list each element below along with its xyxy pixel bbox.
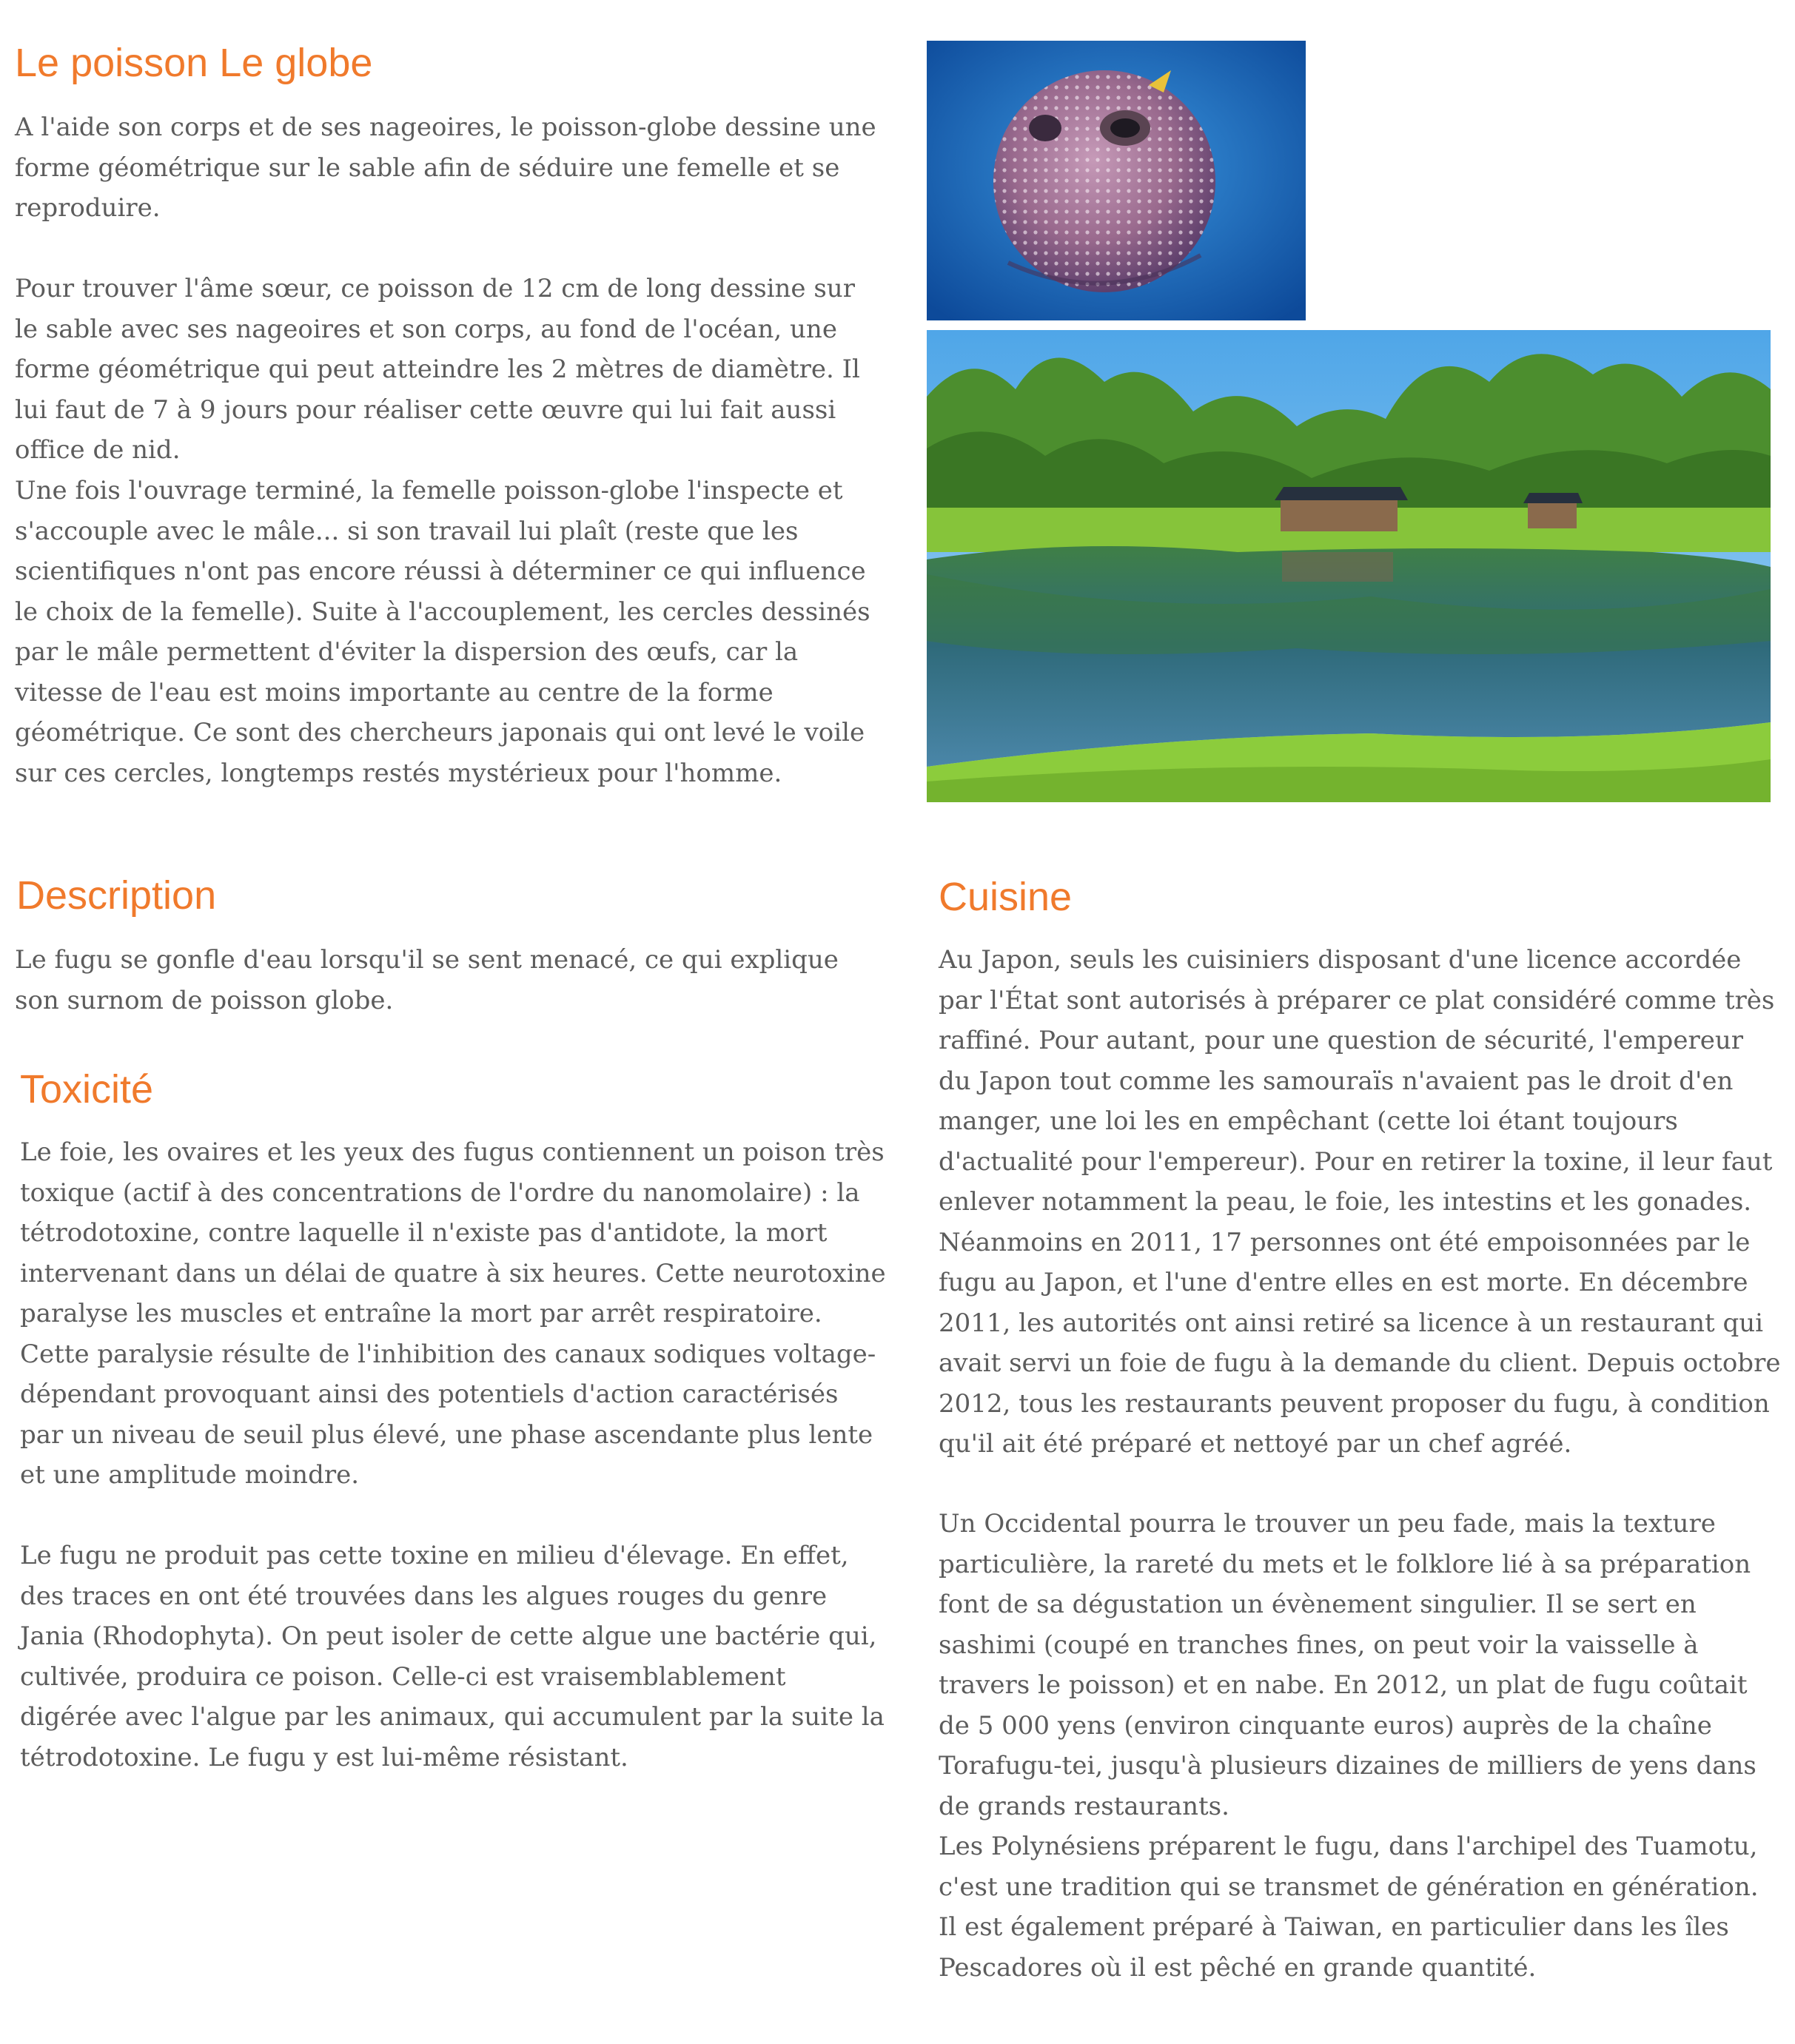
paragraph-cuisine-3: Les Polynésiens préparent le fugu, dans l'archipel des Tuamotu, c'est une tradition qui se transmet de génération en génération. Il est également préparé à Taiwan, en particulier dans les îles Pescadores où il est pêché en grande quantité. — [939, 1832, 1759, 1983]
paragraph-cuisine-1: Au Japon, seuls les cuisiniers disposant d'une licence accordée par l'État sont autorisés à préparer ce plat considéré comme très raffiné. Pour autant, pour une question de sécurité, l'empereur du Japon tout comme les samouraïs n'avaient pas le droit d'en manger, une loi les en empêchant (cette loi étant toujours d'actualité pour l'empereur). Pour en retirer la toxine, il leur faut enlever notamment la peau, le foie, les intestins et les gonades. Néanmoins en 2011, 17 personnes ont été empoisonnées par le fugu au Japon, et l'une d'entre elles en est morte. En décembre 2011, les autorités ont ainsi retiré sa licence à un restaurant qui avait servi un foie de fugu à la demande du client. Depuis octobre 2012, tous les restaurants peuvent proposer du fugu, à condition qu'il ait été préparé et nettoyé par un chef agréé. — [939, 945, 1781, 1459]
paragraph-globe-2: Pour trouver l'âme sœur, ce poisson de 12 cm de long dessine sur le sable avec ses nageoires et son corps, au fond de l'océan, une forme géométrique qui peut atteindre les 2 mètres de diamètre. Il lui faut de 7 à 9 jours pour réaliser cette œuvre qui lui fait aussi office de nid. — [15, 274, 860, 465]
paragraph-globe-3: Une fois l'ouvrage terminé, la femelle poisson-globe l'inspecte et s'accouple avec le mâle... si son travail lui plaît (reste que les scientifiques n'ont pas encore réussi à déterminer ce qui influence le choix de la femelle). Suite à l'accouplement, les cercles dessinés par le mâle permettent d'éviter la dispersion des œufs, car la vitesse de l'eau est moins importante au centre de la forme géométrique. Ce sont des chercheurs japonais qui ont levé le voile sur ces cercles, longtemps restés mystérieux pour l'homme. — [15, 476, 870, 788]
section-title-description: Description — [16, 873, 217, 918]
pond-photo — [927, 330, 1771, 802]
paragraph-globe-1: A l'aide son corps et de ses nageoires, le poisson-globe dessine une forme géométrique sur le sable afin de séduire une femelle et se reproduire. — [15, 112, 876, 223]
paragraph-description-1: Le fugu se gonfle d'eau lorsqu'il se sent menacé, ce qui explique son surnom de poisson globe. — [15, 945, 839, 1015]
paragraph-toxicite-1: Le foie, les ovaires et les yeux des fugus contiennent un poison très toxique (actif à des concentrations de l'ordre du nanomolaire) : la tétrodotoxine, contre laquelle il n'existe pas d'antidote, la mort intervenant dans un délai de quatre à six heures. Cette neurotoxine paralyse les muscles et entraîne la mort par arrêt respiratoire. Cette paralysie résulte de l'inhibition des canaux sodiques voltage-dépendant provoquant ainsi des potentiels d'action caractérisés par un niveau de seuil plus élevé, une phase ascendante plus lente et une amplitude moindre. — [20, 1137, 886, 1490]
section-title-globe: Le poisson Le globe — [15, 41, 373, 85]
section-title-toxicite: Toxicité — [20, 1067, 154, 1112]
paragraph-toxicite-2: Le fugu ne produit pas cette toxine en milieu d'élevage. En effet, des traces en ont été trouvées dans les algues rouges du genre Jania (Rhodophyta). On peut isoler de cette algue une bactérie qui, cultivée, produira ce poison. Celle-ci est vraisemblablement digérée avec l'algue par les animaux, qui accumulent par la suite la tétrodotoxine. Le fugu y est lui-même résistant. — [20, 1541, 885, 1772]
section-title-cuisine: Cuisine — [939, 875, 1073, 919]
paragraph-cuisine-2: Un Occidental pourra le trouver un peu fade, mais la texture particulière, la rareté du mets et le folklore lié à sa préparation font de sa dégustation un évènement singulier. Il se sert en sashimi (coupé en tranches fines, on peut voir la vaisselle à travers le poisson) et en nabe. En 2012, un plat de fugu coûtait de 5 000 yens (environ cinquante euros) auprès de la chaîne Torafugu-tei, jusqu'à plusieurs dizaines de milliers de yens dans de grands restaurants. — [939, 1509, 1757, 1821]
pufferfish-photo — [927, 41, 1306, 320]
